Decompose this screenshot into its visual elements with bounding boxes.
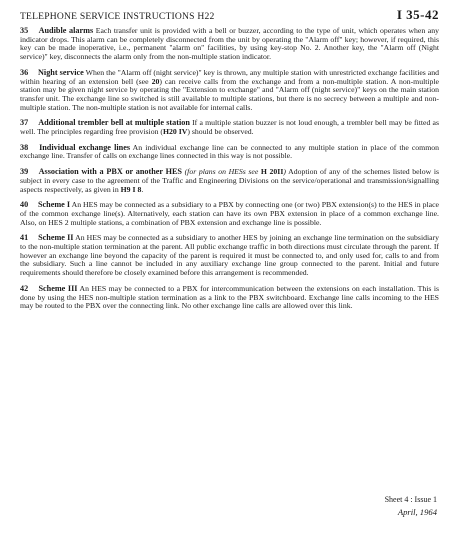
paragraph-number: 37 [20, 118, 29, 128]
paragraph-body: When the "Alarm off (night service)" key is thrown, any multiple station with unrestricted exchange facilities and within hearing of an extension bell (see [20, 67, 439, 86]
paragraph-body-cont: . [141, 184, 144, 194]
paragraph-body: Each transfer unit is provided with a bell or buzzer, according to the type of unit, which operates when any indicator drops. This alarm can be completely disconnected from the unit by operating the "Alarm off" key; however, if required, this key can be made inoperative, i.e., permanent "alarm on" facilities, by using key-stop No. 2. Another key, the "Alarm off (Night service)" key, disconnects the alarm only from the non-multiple station indicator. [20, 26, 439, 62]
paragraph-number: 42 [20, 283, 29, 293]
paragraph-36 [20, 69, 439, 113]
cross-reference: H 20II [260, 167, 284, 177]
paragraph-number: 40 [20, 200, 29, 210]
paragraph-body: An HES may be connected as a subsidiary to a PBX by connecting one (or two) PBX extension(s) to the HES in place of the common exchange line(s). Alternatively, each station can have its own PBX extension in place of a common exchange line. Also, on HES 2 multiple stations, a combination of PBX extension and exchange line is possible. [20, 200, 440, 227]
paragraph-body: An HES may be connected as a subsidiary to another HES by joining an exchange line termination on the subsidiary to the non-multiple station termination at the parent. All public exchange traffic in both directions must circulate through the parent. If however an exchange line beyond the capacity of the parent is required it must be connected to, and only used for, calls to and from the subsidiary. Such a line cannot be included in any auxiliary exchange line group connected to the parent. Initial and future requirements should therefore be closely examined before this arrangement is recommended. [20, 233, 440, 278]
document-title: TELEPHONE SERVICE INSTRUCTIONS H22 [20, 11, 215, 22]
page-footer [385, 494, 437, 518]
paragraph-heading: Association with a PBX or another HES [38, 167, 182, 177]
cross-reference: H20 IV [162, 127, 188, 137]
paragraph-40 [20, 201, 439, 227]
paragraph-heading: Scheme III [38, 283, 78, 293]
paragraph-body-cont: ) should be observed. [187, 127, 254, 137]
section-reference: I 35-42 [396, 7, 439, 22]
paragraph-35 [20, 27, 439, 62]
paragraph-42 [20, 285, 439, 311]
heading-note: (for plans on HESs see [184, 167, 259, 177]
paragraph-38 [20, 144, 439, 161]
paragraph-heading: Night service [38, 67, 84, 77]
paragraph-number: 35 [20, 26, 29, 35]
paragraph-number: 36 [20, 67, 29, 77]
sheet-issue: Sheet 4 : Issue 1 [384, 495, 437, 504]
issue-date: April, 1964 [397, 507, 437, 517]
paragraph-37 [20, 119, 439, 136]
paragraph-heading: Individual exchange lines [39, 142, 131, 152]
heading-note-close: ) [283, 167, 286, 177]
paragraph-heading: Scheme I [37, 200, 71, 210]
paragraph-number: 39 [20, 167, 29, 177]
paragraph-body: An individual exchange line can be connected to any multiple station in place of the common exchange line. Transfer of calls on exchange lines connected in this way is not possible. [20, 142, 439, 161]
paragraph-39 [20, 168, 439, 194]
page-header [20, 7, 439, 25]
paragraph-body: Adoption of any of the schemes listed below is subject in every case to the agreement of the Traffic and Engineering Divisions on the service/operational and transmission/signalling aspects respectively, as given in [20, 167, 439, 194]
paragraph-heading: Audible alarms [38, 26, 94, 35]
paragraph-heading: Additional trembler bell at multiple station [38, 118, 190, 128]
paragraph-body-cont: ) can receive calls from the exchange and from a non-multiple station. A non-multiple station may be given night service by operating the "Extension to exchange" and "Alarm off (night service)" keys on the main station transfer unit. The exchange line so switched is still available to multiple stations, but there is no secrecy between a multiple and non-multiple station. The non-multiple station is not available for internal calls. [20, 76, 440, 112]
cross-reference: 20 [151, 76, 160, 86]
paragraph-heading: Scheme II [38, 233, 74, 243]
paragraph-number: 41 [20, 233, 29, 243]
paragraph-number: 38 [20, 142, 29, 152]
cross-reference: H9 I 8 [120, 184, 142, 194]
paragraph-body: If a multiple station buzzer is not loud enough, a trembler bell may be fitted as well. The principles regarding free provision ( [20, 118, 439, 137]
paragraph-body: An HES may be connected to a PBX for intercommunication between the extensions on each installation. This is done by using the HES non-multiple station termination as a link to the PBX switchboard. Exchange line calls incoming to the HES may be routed to the PBX over the connecting link. No other exchange line calls are allowed over this link. [20, 283, 440, 311]
paragraph-41 [20, 234, 439, 278]
